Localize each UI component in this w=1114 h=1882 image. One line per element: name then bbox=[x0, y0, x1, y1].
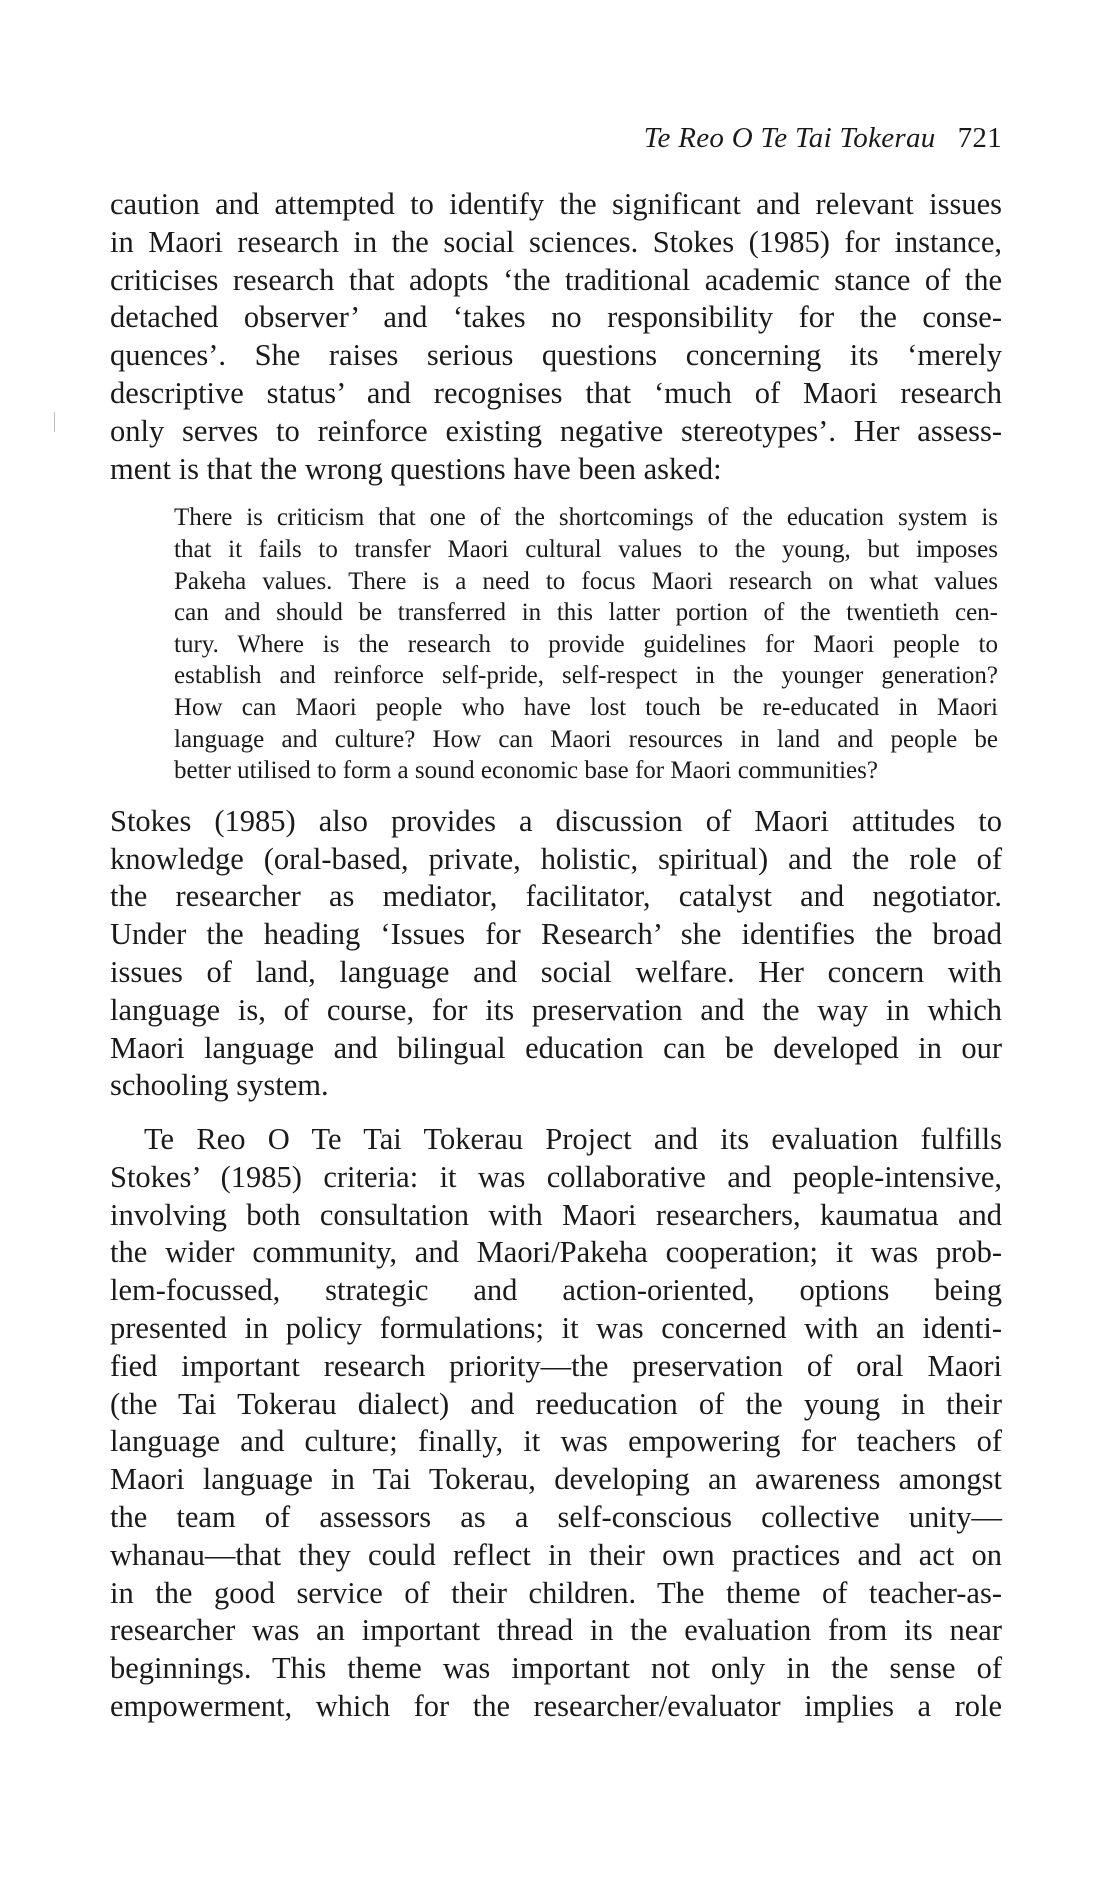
text-line: whanau—that they could reflect in their own practices and act on bbox=[110, 1537, 1002, 1572]
quote-line: tury. Where is the research to provide guidelines for Maori people to bbox=[174, 630, 998, 658]
quote-line: better utilised to form a sound economic base for Maori communities? bbox=[174, 757, 878, 785]
quote-line: There is criticism that one of the shortcomings of the education system is bbox=[174, 504, 998, 532]
text-line: caution and attempted to identify the significant and relevant issues bbox=[110, 187, 1002, 221]
quote-line: How can Maori people who have lost touch be re-educated in Maori bbox=[174, 693, 998, 721]
paragraph-2 bbox=[110, 803, 1002, 1105]
text-line: descriptive status’ and recognises that ‘much of Maori research bbox=[110, 375, 1002, 410]
text-line: quences’. She raises serious questions concerning its ‘merely bbox=[110, 338, 1002, 373]
text-line: involving both consultation with Maori researchers, kaumatua and bbox=[110, 1197, 1002, 1232]
page-number: 721 bbox=[957, 122, 1002, 154]
quote-line: that it fails to transfer Maori cultural values to the young, but imposes bbox=[174, 535, 998, 563]
text-line: language and culture; finally, it was empowering for teachers of bbox=[110, 1424, 1002, 1459]
text-line: issues of land, language and social welfare. Her concern with bbox=[110, 954, 1002, 989]
margin-mark bbox=[54, 412, 55, 432]
text-line: Te Reo O Te Tai Tokerau Project and its evaluation fulfills bbox=[144, 1122, 1002, 1157]
text-line: presented in policy formulations; it was concerned with an identi- bbox=[110, 1311, 1002, 1346]
text-line: in Maori research in the social sciences. Stokes (1985) for instance, bbox=[110, 224, 1002, 259]
text-line: the team of assessors as a self-conscious collective unity— bbox=[110, 1500, 1002, 1535]
text-line: the wider community, and Maori/Pakeha cooperation; it was prob- bbox=[110, 1235, 1002, 1270]
text-line: in the good service of their children. The theme of teacher-as- bbox=[110, 1575, 1002, 1610]
text-line: empowerment, which for the researcher/evaluator implies a role bbox=[110, 1689, 1002, 1724]
text-line: researcher was an important thread in the evaluation from its near bbox=[110, 1613, 1002, 1648]
text-line: Stokes (1985) also provides a discussion of Maori attitudes to bbox=[110, 803, 1002, 838]
text-line: Maori language and bilingual education can be developed in our bbox=[110, 1030, 1002, 1065]
running-header bbox=[110, 118, 1002, 158]
text-line: knowledge (oral-based, private, holistic, spiritual) and the role of bbox=[110, 841, 1002, 876]
running-title: Te Reo O Te Tai Tokerau bbox=[643, 122, 936, 154]
text-line: only serves to reinforce existing negative stereotypes’. Her assess- bbox=[110, 413, 1002, 448]
block-quote bbox=[174, 502, 998, 786]
paragraph-1 bbox=[110, 186, 1002, 488]
text-line: ment is that the wrong questions have been asked: bbox=[110, 451, 722, 486]
text-line: the researcher as mediator, facilitator, catalyst and negotiator. bbox=[110, 879, 1002, 914]
body-text bbox=[110, 186, 1002, 1726]
text-line: fied important research priority—the preservation of oral Maori bbox=[110, 1348, 1002, 1383]
text-line: Maori language in Tai Tokerau, developing an awareness amongst bbox=[110, 1462, 1002, 1497]
quote-line: Pakeha values. There is a need to focus Maori research on what values bbox=[174, 567, 998, 595]
text-line: detached observer’ and ‘takes no responsibility for the conse- bbox=[110, 300, 1002, 335]
quote-line: establish and reinforce self-pride, self-respect in the younger generation? bbox=[174, 662, 998, 690]
text-line: schooling system. bbox=[110, 1068, 329, 1103]
quote-line: language and culture? How can Maori resources in land and people be bbox=[174, 725, 998, 753]
text-line: language is, of course, for its preservation and the way in which bbox=[110, 992, 1002, 1027]
paragraph-3 bbox=[110, 1121, 1002, 1726]
text-line: Stokes’ (1985) criteria: it was collaborative and people-intensive, bbox=[110, 1159, 1002, 1194]
quote-line: can and should be transferred in this latter portion of the twentieth cen- bbox=[174, 599, 998, 627]
text-line: Under the heading ‘Issues for Research’ she identifies the broad bbox=[110, 917, 1002, 952]
text-line: (the Tai Tokerau dialect) and reeducation of the young in their bbox=[110, 1386, 1002, 1421]
text-line: beginnings. This theme was important not only in the sense of bbox=[110, 1651, 1002, 1686]
text-line: criticises research that adopts ‘the traditional academic stance of the bbox=[110, 262, 1002, 297]
text-line: lem-focussed, strategic and action-oriented, options being bbox=[110, 1273, 1002, 1308]
